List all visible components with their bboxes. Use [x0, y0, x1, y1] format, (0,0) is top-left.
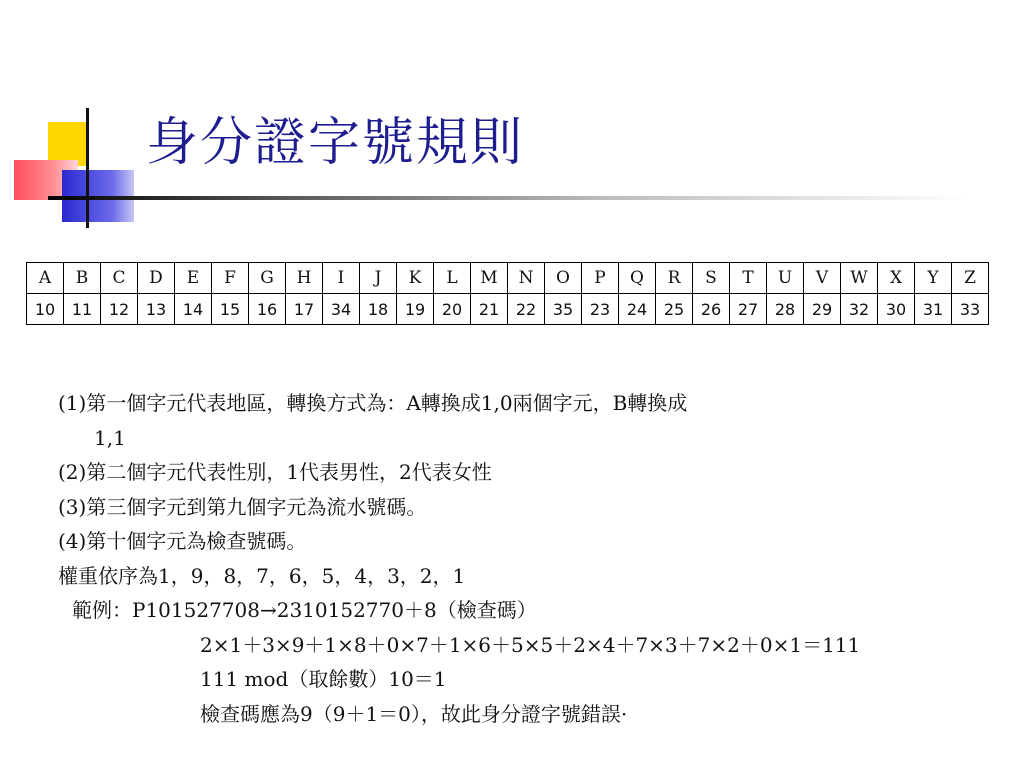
code-cell: 17: [286, 294, 323, 325]
letter-cell: W: [841, 263, 878, 294]
code-cell: 25: [656, 294, 693, 325]
code-cell: 23: [582, 294, 619, 325]
letter-cell: S: [693, 263, 730, 294]
letter-cell: Z: [952, 263, 989, 294]
letter-cell: P: [582, 263, 619, 294]
code-cell: 24: [619, 294, 656, 325]
rule-1-continuation: 1,1: [94, 425, 126, 450]
rule-3: (3)第三個字元到第九個字元為流水號碼。: [58, 494, 427, 519]
code-cell: 14: [175, 294, 212, 325]
code-cell: 29: [804, 294, 841, 325]
code-cell: 19: [397, 294, 434, 325]
letter-cell: D: [138, 263, 175, 294]
letter-cell: C: [101, 263, 138, 294]
rule-2: (2)第二個字元代表性別，1代表男性，2代表女性: [58, 460, 492, 484]
code-cell: 21: [471, 294, 508, 325]
code-cell: 22: [508, 294, 545, 325]
letter-cell: I: [323, 263, 360, 294]
code-cell: 32: [841, 294, 878, 325]
letter-cell: U: [767, 263, 804, 294]
title-underline: [48, 196, 968, 200]
code-row: [27, 294, 989, 325]
code-cell: 27: [730, 294, 767, 325]
letter-cell: B: [64, 263, 101, 294]
code-cell: 16: [249, 294, 286, 325]
code-cell: 33: [952, 294, 989, 325]
code-cell: 15: [212, 294, 249, 325]
logo-vertical-line: [86, 108, 89, 228]
letter-cell: J: [360, 263, 397, 294]
letter-cell: N: [508, 263, 545, 294]
letter-cell: E: [175, 263, 212, 294]
rules-text-block: [58, 386, 978, 731]
letter-cell: T: [730, 263, 767, 294]
code-cell: 11: [64, 294, 101, 325]
code-cell: 18: [360, 294, 397, 325]
letter-cell: V: [804, 263, 841, 294]
code-cell: 35: [545, 294, 582, 325]
code-cell: 34: [323, 294, 360, 325]
code-cell: 13: [138, 294, 175, 325]
letter-cell: F: [212, 263, 249, 294]
code-cell: 28: [767, 294, 804, 325]
letter-cell: A: [27, 263, 64, 294]
letter-code-table: [26, 262, 989, 325]
letter-cell: R: [656, 263, 693, 294]
rule-4: (4)第十個字元為檢查號碼。: [58, 529, 307, 553]
code-cell: 20: [434, 294, 471, 325]
code-cell: 12: [101, 294, 138, 325]
letter-cell: L: [434, 263, 471, 294]
slide-title: 身分證字號規則: [146, 113, 525, 173]
letter-row: [27, 263, 989, 294]
code-cell: 30: [878, 294, 915, 325]
letter-cell: Q: [619, 263, 656, 294]
mod-line: 111 mod（取餘數）10＝1: [200, 667, 447, 691]
conclusion-line: 檢查碼應為9（9＋1＝0），故此身分證字號錯誤·: [200, 701, 628, 726]
letter-cell: O: [545, 263, 582, 294]
calculation-line: 2×1＋3×9＋1×8＋0×7＋1×6＋5×5＋2×4＋7×3＋7×2＋0×1＝111: [200, 632, 861, 657]
letter-cell: X: [878, 263, 915, 294]
code-cell: 31: [915, 294, 952, 325]
letter-cell: M: [471, 263, 508, 294]
code-cell: 26: [693, 294, 730, 325]
letter-cell: H: [286, 263, 323, 294]
code-cell: 10: [27, 294, 64, 325]
weights-line: 權重依序為1，9，8，7，6，5，4，3，2，1: [58, 563, 466, 588]
letter-cell: G: [249, 263, 286, 294]
letter-cell: Y: [915, 263, 952, 294]
rule-1: (1)第一個字元代表地區，轉換方式為：A轉換成1,0兩個字元，B轉換成: [58, 391, 688, 415]
letter-cell: K: [397, 263, 434, 294]
example-line: 範例：P101527708→2310152770＋8（檢查碼）: [72, 598, 537, 622]
